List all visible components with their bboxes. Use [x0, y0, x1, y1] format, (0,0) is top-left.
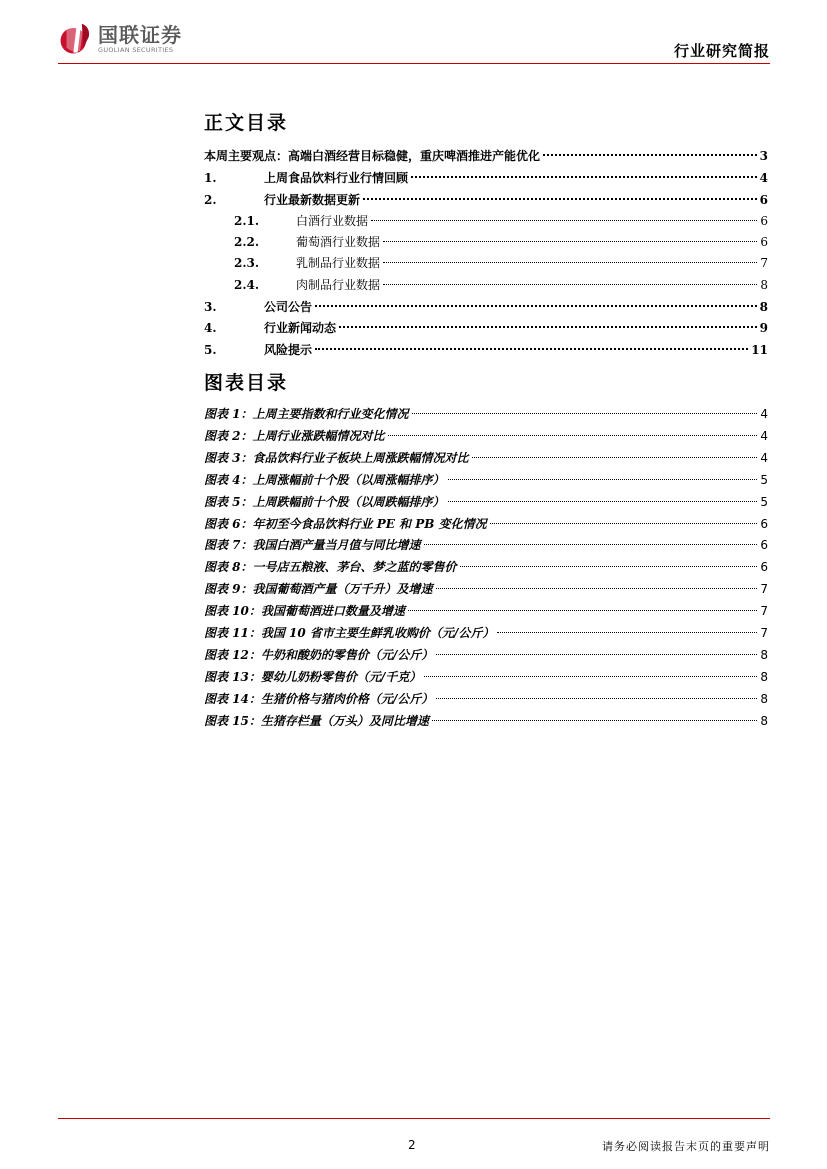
figure-entry-label: 图表 1：上周主要指数和行业变化情况 [204, 407, 409, 421]
figure-dot-leader [424, 675, 757, 677]
figure-entry-label: 图表 11：我国 10 省市主要生鲜乳收购价（元/公斤） [204, 626, 495, 640]
figure-entry-page: 4 [760, 407, 768, 421]
figure-entry-label: 图表 9：我国葡萄酒产量（万千升）及增速 [204, 582, 433, 596]
figure-dot-leader [408, 609, 757, 611]
figure-entry-label: 图表 7：我国白酒产量当月值与同比增速 [204, 538, 421, 552]
figure-dot-leader [448, 500, 758, 502]
toc-entry-label: 本周主要观点：高端白酒经营目标稳健，重庆啤酒推进产能优化 [204, 149, 541, 163]
figure-entry[interactable] [204, 645, 768, 665]
figure-dot-leader [436, 653, 757, 655]
figure-entry[interactable] [204, 535, 768, 555]
toc-entry-page: 4 [759, 171, 768, 185]
figure-entry[interactable] [204, 667, 768, 687]
page-header [58, 18, 770, 66]
figure-entry-label: 图表 8：一号店五粮液、茅台、梦之蓝的零售价 [204, 560, 457, 574]
toc-entry-number: 4. [204, 321, 217, 335]
figure-entry[interactable] [204, 579, 768, 599]
header-divider [58, 63, 770, 64]
figure-entry[interactable] [204, 601, 768, 621]
figure-entry-page: 4 [760, 451, 768, 465]
toc-entry-page: 7 [760, 256, 768, 270]
toc-entry-label: 行业最新数据更新 [264, 193, 361, 207]
figure-dot-leader [424, 543, 758, 545]
toc-entry[interactable] [204, 146, 768, 166]
figure-dot-leader [497, 631, 757, 633]
toc-entry-label: 白酒行业数据 [296, 214, 369, 228]
toc-heading: 正文目录 [204, 112, 289, 134]
toc-entry[interactable] [204, 340, 768, 360]
figure-entry-label: 图表 2：上周行业涨跌幅情况对比 [204, 429, 385, 443]
toc-entry-number: 2. [204, 193, 217, 207]
figure-entry[interactable] [204, 448, 768, 468]
figure-dot-leader [490, 522, 758, 524]
toc-entry-label: 公司公告 [264, 300, 313, 314]
figure-entry-page: 6 [760, 517, 768, 531]
toc-entry-page: 6 [759, 193, 768, 207]
toc-entry-number: 2.3. [234, 256, 260, 270]
figure-entry[interactable] [204, 711, 768, 731]
toc-entry-page: 11 [751, 343, 768, 357]
figure-entry-page: 8 [760, 670, 768, 684]
toc-entry-page: 3 [759, 149, 768, 163]
toc-entry[interactable] [204, 297, 768, 317]
figure-entry[interactable] [204, 623, 768, 643]
logo-chinese-text: 国联证券 [98, 22, 182, 47]
toc-entry[interactable] [204, 232, 768, 252]
company-logo [58, 22, 182, 56]
figure-entry[interactable] [204, 557, 768, 577]
figure-entry-label: 图表 15：生猪存栏量（万头）及同比增速 [204, 714, 429, 728]
figure-list-heading: 图表目录 [204, 372, 289, 394]
toc-entry-label: 行业新闻动态 [264, 321, 337, 335]
figure-entry-page: 8 [760, 692, 768, 706]
figure-dot-leader [388, 434, 758, 436]
figure-entry-page: 6 [760, 560, 768, 574]
figure-entry-label: 图表 6：年初至今食品饮料行业 PE 和 PB 变化情况 [204, 517, 487, 531]
figure-dot-leader [436, 697, 757, 699]
toc-dot-leader [339, 325, 757, 328]
toc-entry-page: 6 [760, 235, 768, 249]
toc-dot-leader [371, 219, 757, 221]
toc-entry[interactable] [204, 211, 768, 231]
toc-entry-number: 2.2. [234, 235, 260, 249]
figure-entry-label: 图表 4：上周涨幅前十个股（以周涨幅排序） [204, 473, 445, 487]
toc-entry-number: 3. [204, 300, 217, 314]
figure-entry-page: 7 [760, 582, 768, 596]
toc-entry[interactable] [204, 253, 768, 273]
toc-entry-page: 9 [759, 321, 768, 335]
figure-entry-label: 图表 3：食品饮料行业子板块上周涨跌幅情况对比 [204, 451, 469, 465]
toc-entry-label: 肉制品行业数据 [296, 278, 381, 292]
figure-entry[interactable] [204, 689, 768, 709]
toc-entry-page: 6 [760, 214, 768, 228]
toc-entry-number: 2.4. [234, 278, 260, 292]
toc-entry[interactable] [204, 168, 768, 188]
figure-entry-label: 图表 5：上周跌幅前十个股（以周跌幅排序） [204, 495, 445, 509]
toc-entry[interactable] [204, 275, 768, 295]
figure-entry[interactable] [204, 514, 768, 534]
figure-entry-label: 图表 12：牛奶和酸奶的零售价（元/公斤） [204, 648, 434, 662]
toc-entry[interactable] [204, 318, 768, 338]
figure-dot-leader [436, 587, 758, 589]
logo-english-text: GUOLIAN SECURITIES [98, 45, 174, 54]
figure-entry-page: 8 [760, 714, 768, 728]
figure-entry-page: 5 [760, 473, 768, 487]
figure-dot-leader [448, 478, 758, 480]
toc-entry-label: 上周食品饮料行业行情回顾 [264, 171, 409, 185]
toc-dot-leader [411, 175, 757, 178]
footer-divider [58, 1118, 770, 1119]
figure-dot-leader [432, 719, 757, 721]
toc-entry-number: 1. [204, 171, 217, 185]
figure-entry[interactable] [204, 404, 768, 424]
figure-entry[interactable] [204, 492, 768, 512]
toc-entry[interactable] [204, 190, 768, 210]
toc-entry-label: 乳制品行业数据 [296, 256, 381, 270]
toc-entry-number: 5. [204, 343, 217, 357]
page-number: 2 [408, 1138, 416, 1152]
toc-entry-number: 2.1. [234, 214, 260, 228]
figure-entry-label: 图表 10：我国葡萄酒进口数量及增速 [204, 604, 405, 618]
figure-entry-page: 5 [760, 495, 768, 509]
toc-entry-label: 风险提示 [264, 343, 313, 357]
toc-entry-label: 葡萄酒行业数据 [296, 235, 381, 249]
toc-dot-leader [543, 153, 757, 156]
figure-entry-label: 图表 14：生猪价格与猪肉价格（元/公斤） [204, 692, 434, 706]
toc-dot-leader [383, 261, 757, 263]
footer-disclaimer: 请务必阅读报告末页的重要声明 [602, 1140, 770, 1153]
figure-dot-leader [460, 565, 758, 567]
toc-dot-leader [363, 197, 757, 200]
toc-dot-leader [315, 347, 748, 350]
figure-entry[interactable] [204, 426, 768, 446]
figure-entry-label: 图表 13：婴幼儿奶粉零售价（元/千克） [204, 670, 422, 684]
figure-entry-page: 4 [760, 429, 768, 443]
figure-entry-page: 8 [760, 648, 768, 662]
document-type: 行业研究简报 [673, 42, 770, 60]
figure-entry[interactable] [204, 470, 768, 490]
guolian-logo-icon [58, 22, 92, 56]
toc-dot-leader [315, 304, 757, 307]
figure-dot-leader [412, 412, 758, 414]
figure-entry-page: 6 [760, 538, 768, 552]
toc-dot-leader [383, 240, 757, 242]
toc-dot-leader [383, 283, 757, 285]
toc-entry-page: 8 [760, 278, 768, 292]
figure-dot-leader [472, 456, 758, 458]
figure-entry-page: 7 [760, 626, 768, 640]
toc-entry-page: 8 [759, 300, 768, 314]
figure-entry-page: 7 [760, 604, 768, 618]
